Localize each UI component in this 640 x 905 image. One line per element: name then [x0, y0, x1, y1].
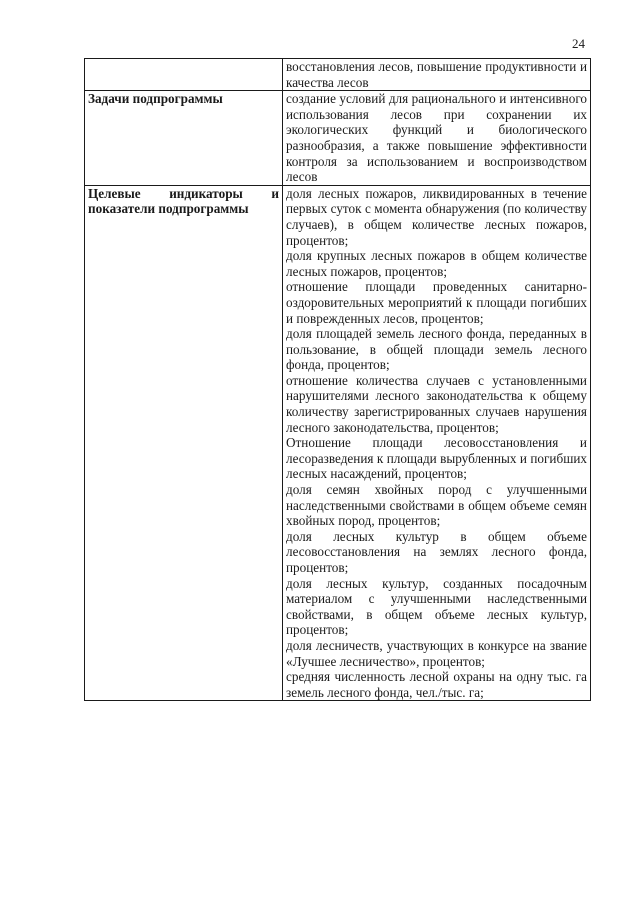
indicator-item: доля лесничеств, участвующих в конкурсе на звание «Лучшее лесничество», процентов; [286, 637, 587, 669]
table-row [85, 91, 591, 186]
program-table [84, 58, 591, 701]
table-row [85, 59, 591, 91]
row-label [85, 59, 283, 91]
indicator-item: отношение площади проведенных санитарно-оздоровительных мероприятий к площади погибших и поврежденных лесов, процентов; [286, 279, 587, 326]
content-paragraph: создание условий для рационального и интенсивного использования лесов при сохранении их экологических функций и биологического разнообразия, а также повышение эффективности контроля за использованием и воспроизводством лесов [286, 91, 587, 185]
page-number: 24 [572, 36, 585, 51]
indicator-item: доля семян хвойных пород с улучшенными наследственными свойствами в общем объеме семян хвойных пород, процентов; [286, 482, 587, 529]
indicator-item: средняя численность лесной охраны на одну тыс. га земель лесного фонда, чел./тыс. га; [286, 669, 587, 700]
indicator-item: доля крупных лесных пожаров в общем количестве лесных пожаров, процентов; [286, 248, 587, 279]
indicator-item: Отношение площади лесовосстановления и лесоразведения к площади вырубленных и погибших лесных насаждений, процентов; [286, 435, 587, 482]
indicator-item: доля лесных пожаров, ликвидированных в течение первых суток с момента обнаружения (по количеству случаев), в общем количестве лесных пожаров, процентов; [286, 185, 587, 248]
indicator-item: отношение количества случаев с установленными нарушителями лесного законодательства к общему количеству зарегистрированных случаев нарушения лесного законодательства, процентов; [286, 372, 587, 435]
row-label-tasks: Задачи подпрограммы [85, 91, 283, 186]
row-content-tasks [283, 91, 591, 186]
row-label-indicators: Целевые индикаторы и показатели подпрограммы [85, 185, 283, 701]
indicator-item: доля площадей земель лесного фонда, переданных в пользование, в общей площади земель лесного фонда, процентов; [286, 326, 587, 373]
row-content-indicators [283, 185, 591, 701]
indicator-item: доля лесных культур, созданных посадочным материалом с улучшенными наследственными свойствами, в общем объеме лесных культур, процентов; [286, 575, 587, 638]
row-content [283, 59, 591, 91]
content-paragraph: восстановления лесов, повышение продуктивности и качества лесов [286, 59, 587, 90]
indicator-item: доля лесных культур в общем объеме лесовосстановления на землях лесного фонда, процентов; [286, 528, 587, 575]
table-row [85, 185, 591, 701]
